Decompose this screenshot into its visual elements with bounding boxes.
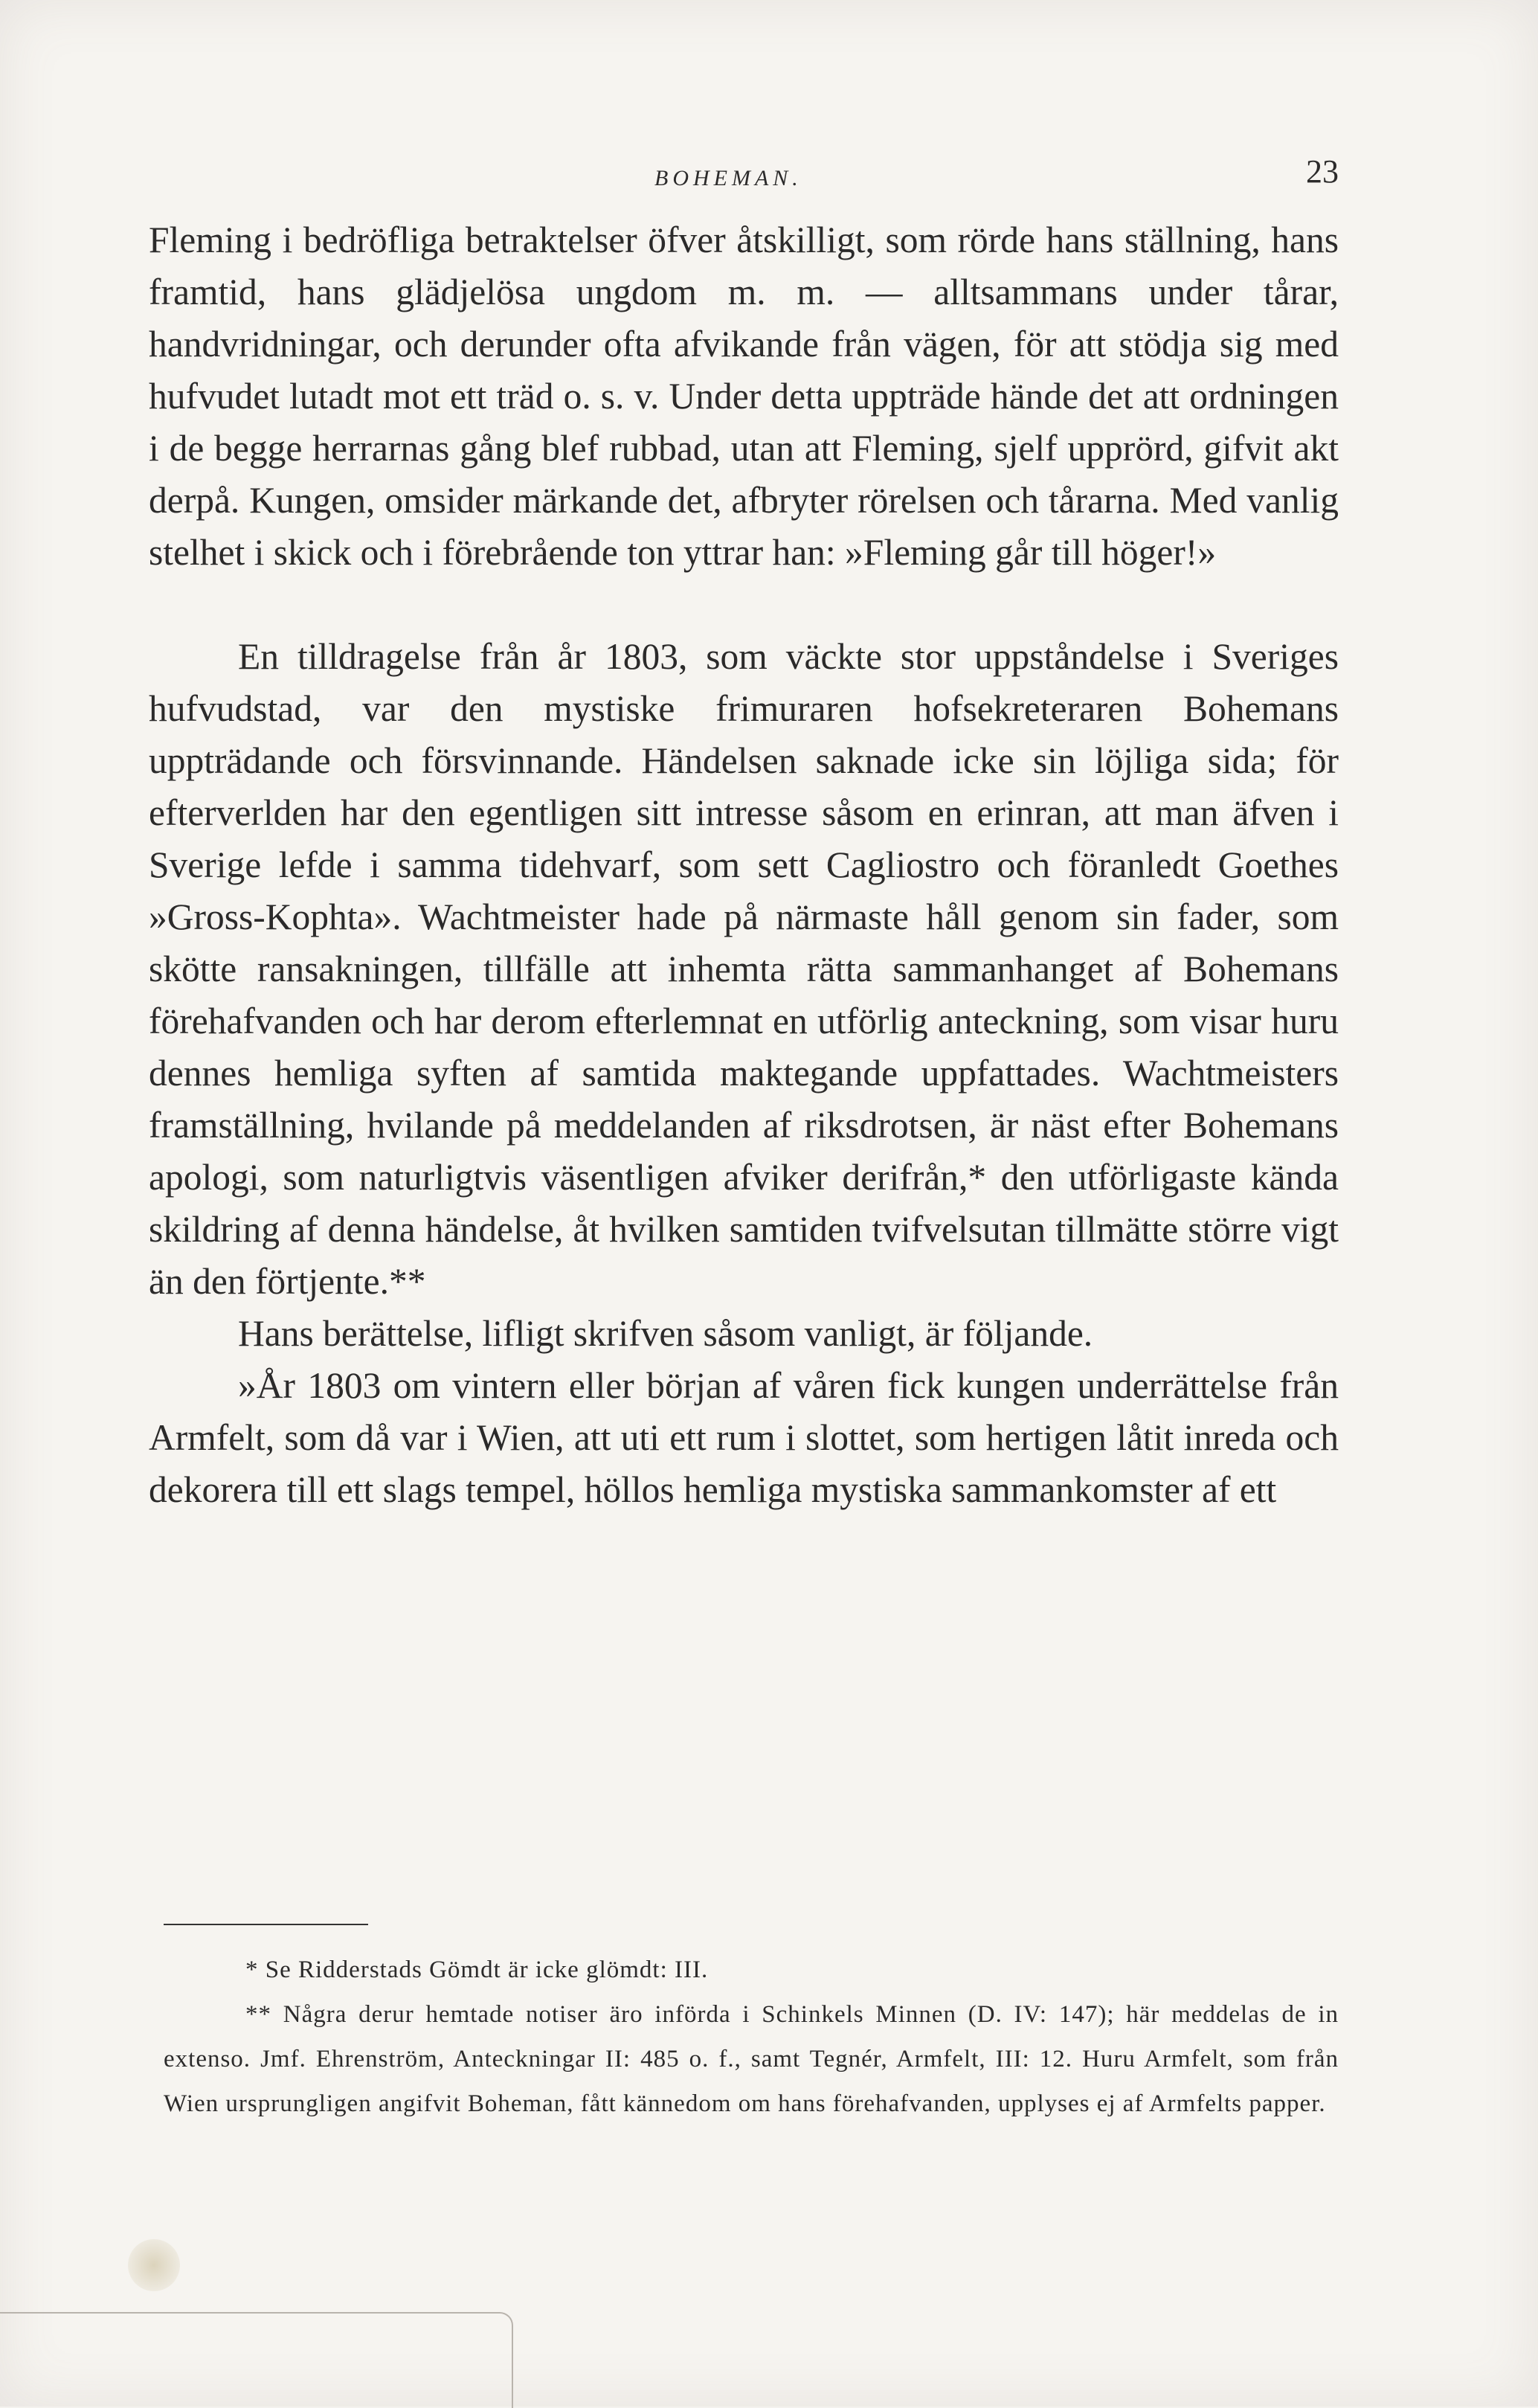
- running-head: BOHEMAN.: [654, 166, 802, 190]
- paragraph: »År 1803 om vintern eller början af våren fick kungen underrättelse från Armfelt, som då var i Wien, att uti ett rum i slottet, som hertigen låtit inreda och dekorera till ett slags tempel, höllos hemliga mystiska sammankomster af ett: [149, 1365, 1339, 1510]
- footnotes: [164, 1948, 1339, 2126]
- footnote-rule: [164, 1924, 368, 1925]
- paragraph: Hans berättelse, lifligt skrifven såsom vanligt, är följande.: [238, 1313, 1093, 1354]
- page-header: [149, 152, 1339, 197]
- footnote: * Se Ridderstads Gömdt är icke glömdt: III.: [245, 1956, 709, 1983]
- page-number: 23: [1306, 153, 1339, 190]
- paragraph: Fleming i bedröfliga betraktelser öfver åtskilligt, som rörde hans ställning, hans framtid, hans glädjelösa ungdom m. m. — alltsammans under tårar, handvridningar, och derunder ofta afvikande från vägen, för att stödja sig med hufvudet lutadt mot ett träd o. s. v. Under detta uppträde hände det att ordningen i de begge herrarnas gång blef rubbad, utan att Fleming, sjelf upprörd, gifvit akt derpå. Kungen, omsider märkande det, afbryter rörelsen och tårarna. Med vanlig stelhet i skick och i förebrående ton yttrar han: »Fleming går till höger!»: [149, 219, 1339, 573]
- page-tab-edge: [0, 2312, 513, 2408]
- footnote: ** Några derur hemtade notiser äro införda i Schinkels Minnen (D. IV: 147); här meddelas de in extenso. Jmf. Ehrenström, Anteckningar II: 485 o. f., samt Tegnér, Armfelt, III: 12. Huru Armfelt, som från Wien ursprungligen angifvit Boheman, fått kännedom om hans förehafvanden, upplyses ej af Armfelts papper.: [164, 2001, 1339, 2117]
- body-text: [149, 214, 1339, 1516]
- paragraph: En tilldragelse från år 1803, som väckte stor uppståndelse i Sveriges hufvudstad, var den mystiske frimuraren hofsekreteraren Bohemans uppträdande och försvinnande. Händelsen saknade icke sin löjliga sida; för efterverlden har den egentligen sitt intresse såsom en erinran, att man äfven i Sverige lefde i samma tidehvarf, som sett Cagliostro och föranledt Goethes »Gross-Kophta». Wachtmeister hade på närmaste håll genom sin fader, som skötte ransakningen, tillfälle att inhemta rätta sammanhanget af Bohemans förehafvanden och har derom efterlemnat en utförlig anteckning, som visar huru dennes hemliga syften af samtida maktegande uppfattades. Wachtmeisters framställning, hvilande på meddelanden af riksdrotsen, är näst efter Bohemans apologi, som naturligtvis väsentligen afviker derifrån,* den utförligaste kända skildring af denna händelse, åt hvilken samtiden tvifvelsutan tillmätte större vigt än den förtjente.**: [149, 636, 1339, 1302]
- paper-stain: [128, 2239, 180, 2291]
